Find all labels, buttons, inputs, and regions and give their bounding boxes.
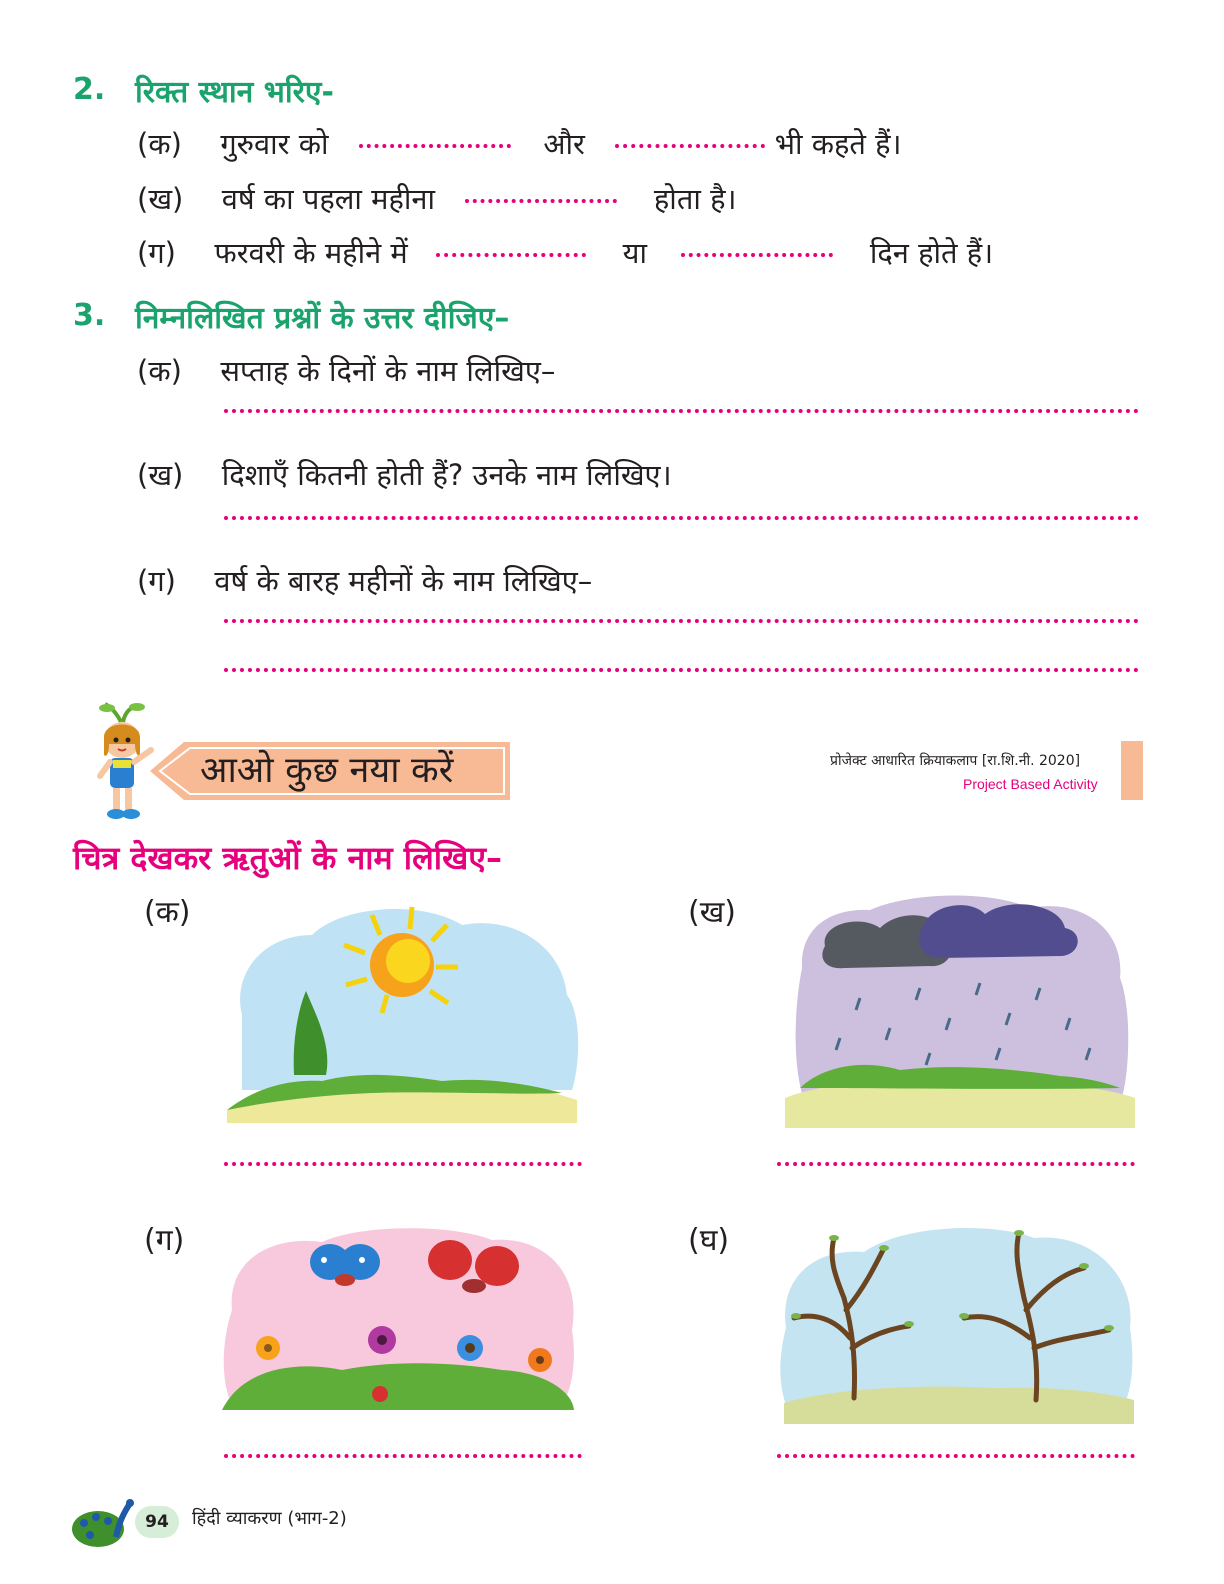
project-tag-english: Project Based Activity [963, 776, 1098, 792]
picture-c-label: (ग) [144, 1223, 185, 1258]
picture-b-label: (ख) [688, 895, 736, 930]
picture-b-answer-line[interactable] [777, 1162, 1135, 1166]
q2-a-text2: और [543, 127, 585, 161]
q3-b-answer-line[interactable] [224, 516, 1139, 520]
picture-c-answer-line[interactable] [224, 1454, 582, 1458]
q3-c-answer-line-2[interactable] [224, 668, 1139, 672]
cartoon-girl-icon [85, 700, 160, 825]
q2-c-text3: दिन होते हैं। [869, 236, 994, 270]
rainy-cloud-scene-icon [780, 888, 1140, 1128]
page-number: 94 [135, 1506, 179, 1538]
autumn-bare-trees-icon [774, 1218, 1140, 1424]
q2-b-text1: वर्ष का पहला महीना [221, 182, 436, 216]
q2-a-blank1[interactable] [359, 144, 511, 148]
project-tag-bar [1121, 741, 1143, 800]
q2-number: 2. [73, 72, 106, 107]
picture-a-label: (क) [144, 895, 191, 930]
q2-b-text2: होता है। [653, 182, 737, 216]
q2-b-label: (ख) [137, 182, 184, 216]
q3-a-text: सप्ताह के दिनों के नाम लिखिए– [220, 354, 556, 388]
q3-c-answer-line-1[interactable] [224, 619, 1139, 623]
q2-c-label: (ग) [137, 236, 176, 270]
q2-c-line [137, 233, 993, 272]
q2-a-line [137, 124, 902, 163]
q2-c-blank2[interactable] [681, 253, 833, 257]
spring-butterfly-flowers-icon [212, 1220, 584, 1420]
picture-d-answer-line[interactable] [777, 1454, 1135, 1458]
q3-c-label: (ग) [137, 564, 176, 598]
q3-c-text: वर्ष के बारह महीनों के नाम लिखिए– [214, 564, 593, 598]
q2-c-blank1[interactable] [436, 253, 586, 257]
q2-c-text1: फरवरी के महीने में [214, 236, 408, 270]
q3-a-label: (क) [137, 354, 182, 388]
q2-a-text3: भी कहते हैं। [774, 127, 902, 161]
book-title: हिंदी व्याकरण (भाग-2) [192, 1508, 347, 1529]
q2-b-blank[interactable] [465, 199, 617, 203]
activity-instruction: चित्र देखकर ऋतुओं के नाम लिखिए– [73, 839, 502, 877]
activity-banner-title: आओ कुछ नया करें [200, 750, 454, 791]
q3-b-text: दिशाएँ कितनी होती हैं? उनके नाम लिखिए। [221, 458, 672, 492]
q2-b-line [137, 179, 736, 218]
q3-b-line [137, 455, 672, 494]
q2-a-label: (क) [137, 127, 182, 161]
picture-a-answer-line[interactable] [224, 1162, 582, 1166]
q2-heading: रिक्त स्थान भरिए- [135, 75, 334, 110]
q2-c-text2: या [622, 236, 647, 270]
q3-a-line [137, 351, 555, 390]
q3-b-label: (ख) [137, 458, 184, 492]
picture-d-label: (घ) [688, 1223, 730, 1258]
q3-c-line [137, 561, 592, 600]
q3-heading: निम्नलिखित प्रश्नों के उत्तर दीजिए– [135, 301, 510, 336]
project-tag-hindi: प्रोजेक्ट आधारित क्रियाकलाप [रा.शि.नी. 2020] [830, 753, 1081, 769]
summer-sun-scene-icon [222, 895, 584, 1123]
q3-a-answer-line[interactable] [224, 409, 1139, 413]
q2-a-text1: गुरुवार को [220, 127, 329, 161]
q2-a-blank2[interactable] [615, 144, 765, 148]
q3-number: 3. [73, 298, 106, 333]
peacock-icon [70, 1497, 140, 1549]
